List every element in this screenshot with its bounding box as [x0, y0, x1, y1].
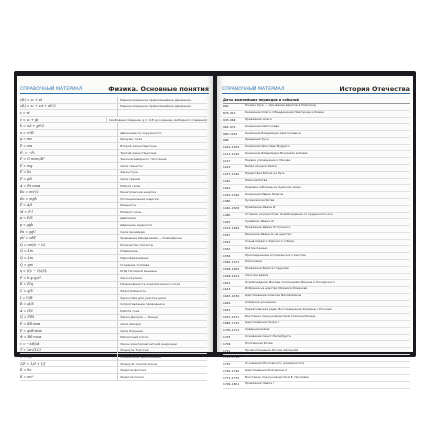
event-text: Нашествие Батыя на Русь [245, 171, 285, 176]
formula-row [20, 196, 207, 203]
formula-row [20, 130, 207, 137]
formula: ε = −ΔΦ/Δt [20, 341, 40, 346]
event-year: 1700–1721 [223, 328, 240, 333]
event-year: 1773–1775 [223, 375, 240, 380]
formula-row [20, 222, 207, 229]
event-year: 1721 [223, 348, 231, 353]
formula-row [20, 143, 207, 150]
formula-description [117, 110, 207, 116]
formula: p = F/S [20, 216, 33, 221]
event-year: 1762–1796 [223, 368, 240, 373]
formula-description: Формула Томсона [117, 348, 207, 354]
formula: Q = Lm [20, 256, 33, 261]
left-header-tag: СПРАВОЧНЫЙ МАТЕРИАЛ [20, 87, 83, 92]
formula-row [20, 308, 207, 315]
formula-description: Энергия фотона [117, 367, 207, 373]
event-text: Избрание на царство Михаила Романова [245, 286, 308, 291]
event-year: 879–912 [223, 111, 236, 116]
formula-description: Парообразование [117, 255, 207, 261]
event-text: Взятие Казани [245, 245, 268, 250]
right-page [217, 76, 413, 387]
formula: F = mg [20, 163, 33, 168]
formula-description: Равноускоренное прямолинейное движение [117, 97, 207, 103]
formula: Q = qm [20, 262, 33, 267]
event-text: Венчание Ивана IV на царство [245, 232, 292, 237]
event-year: 1670–1671 [223, 314, 240, 319]
event-year: 1240 [223, 178, 231, 183]
event-text: Первое упоминание о Москве [245, 157, 291, 162]
event-text: Присоединение Астраханского ханства [245, 252, 306, 257]
formula-description: Сила Ампера [117, 321, 207, 327]
formula-row [20, 156, 207, 163]
event-text: Правление Бориса Годунова [245, 266, 289, 271]
formula-row [20, 334, 207, 341]
event-text: Восстание под руководством Е. Пугачёва [245, 374, 309, 379]
formula: η = (Q₁ − Q₂)/Q₁ [20, 269, 48, 274]
formula-row [20, 295, 207, 302]
event-year: 945–964 [223, 117, 236, 122]
formula-row [20, 255, 207, 262]
formula: Φ = BS·cosα [20, 335, 42, 340]
formula: F = k·q₁q₂/r² [20, 275, 42, 280]
event-text: Куликовская битва [245, 198, 275, 203]
event-year: 862 [223, 104, 229, 109]
formula-description: Третий закон Ньютона [117, 150, 207, 156]
formula-row [20, 242, 207, 249]
event-text: Царствование Алексея Михайловича [245, 293, 302, 298]
formula-row [20, 229, 207, 236]
formula: h = v₀t + gt²/2 [20, 124, 45, 129]
event-text: Княжение Святослава [245, 123, 280, 128]
history-event-list [223, 104, 410, 389]
event-year: 1703 [223, 334, 231, 339]
history-event-row [223, 382, 410, 389]
left-page-title: Физика. Основные понятия [108, 84, 209, 93]
formula-description: Работа силы [117, 183, 207, 189]
formula-row [20, 282, 207, 289]
event-year: 1598–1613 [223, 273, 240, 278]
event-year: 1019–1054 [223, 145, 240, 150]
formula: R = ρl/S [20, 302, 34, 307]
formula-row [20, 189, 207, 196]
formula-description: Момент силы [117, 209, 207, 215]
formula: F = BIl·sinα [20, 321, 41, 326]
right-page-title: История Отечества [339, 84, 410, 93]
formula-description: Закон Джоуля — Ленца [117, 315, 207, 321]
event-year: 1796–1801 [223, 382, 240, 387]
formula-row [20, 348, 207, 355]
event-year: 1755 [223, 362, 231, 367]
event-year: 1682–1725 [223, 321, 240, 326]
formula-row [20, 209, 207, 216]
formula-row [20, 150, 207, 157]
formula-row [20, 301, 207, 308]
event-text: Созыв первого Земского собора [245, 239, 295, 244]
formula-description: Сгорание топлива [117, 262, 207, 268]
event-year: 1725–1762 [223, 355, 240, 360]
formula: E = mc² [20, 374, 34, 379]
formula-description: Закон Гука [117, 170, 207, 176]
event-text: Провозглашение России империей [245, 347, 299, 352]
formula-description: Закон Кулона [117, 275, 207, 281]
formula: C = q/U [20, 289, 34, 294]
event-year: 1565–1572 [223, 260, 240, 265]
formula-row [20, 328, 207, 335]
formula-description: Второй закон Ньютона [117, 143, 207, 149]
event-text: Полтавская битва [245, 340, 273, 345]
event-text: Северная война [245, 327, 270, 332]
formula: T = 2π√(LC) [20, 348, 41, 353]
formula-row [20, 97, 207, 104]
formula-description [117, 123, 207, 129]
formula: pV = νRT [20, 236, 36, 241]
formula-description: Показатель преломления [117, 354, 207, 360]
formula-row [20, 104, 207, 111]
event-year: 1325–1340 [223, 192, 240, 197]
event-text: Эпоха дворцовых переворотов [245, 354, 293, 359]
event-year: 1709 [223, 341, 231, 346]
formula-row [20, 354, 207, 361]
formula-description: Плавление [117, 249, 207, 255]
formula-description: Кинетическая энергия [117, 189, 207, 195]
event-text: Правление Ивана IV Грозного [245, 225, 291, 230]
formula-row [20, 268, 207, 275]
formula: x(t) = x₀ + v₀t + at²/2 [20, 104, 56, 109]
event-text: Княжение Ярослава Мудрого [245, 144, 290, 149]
event-year: 1598–1605 [223, 267, 240, 272]
formula-description: Сила тяжести [117, 163, 207, 169]
formula-description: Закон всемирного тяготения [117, 156, 207, 162]
formula: E = hν [20, 368, 32, 373]
formula-row [20, 163, 207, 170]
formula-description: Уравнение Менделеева — Клапейрона [117, 235, 207, 241]
event-year: 1549 [223, 240, 231, 245]
event-text: Ледовое побоище на Чудском озере [245, 184, 301, 189]
event-text: Княжение Олега. Объединение Новгорода и Киева [245, 110, 324, 115]
formula: F = ma [20, 143, 33, 148]
formula: I = U/R [20, 295, 33, 300]
formula-description: Давление [117, 216, 207, 222]
event-text: Княжение Владимира Мономаха в Киеве [245, 150, 308, 155]
formula-description: Формула тонкой линзы [117, 361, 207, 367]
formula: A = Fs·cosα [20, 183, 41, 188]
formula-description: Мощность [117, 203, 207, 209]
left-page [17, 76, 213, 379]
event-year: 1113–1125 [223, 151, 240, 156]
formula-description: Свободное падение, g = 9,8 (ускорение свободного падения) [106, 117, 207, 123]
event-year: 1223 [223, 165, 231, 170]
formula-row [20, 203, 207, 210]
event-text: Битва на реке Калке [245, 164, 277, 169]
formula: p = mv [20, 137, 32, 142]
event-year: 988 [223, 138, 229, 143]
event-year: 1533–1584 [223, 226, 240, 231]
formula: v(t) = v₀ + at [20, 97, 42, 102]
physics-formula-table [20, 97, 207, 379]
event-year: 1462–1505 [223, 206, 240, 211]
formula: n = c/v [20, 354, 32, 359]
left-header-rule [20, 93, 209, 94]
formula-description: Электроёмкость [117, 288, 207, 294]
formula-description: Сила трения [117, 176, 207, 182]
left-page-header [20, 81, 209, 93]
event-year: 964–972 [223, 124, 236, 129]
formula-row [20, 288, 207, 295]
event-text: Правление Ольги [245, 116, 272, 121]
formula: P = A/t [20, 203, 32, 208]
right-page-header [222, 81, 410, 93]
formula: Fа = ρgV [20, 229, 36, 234]
history-subheading: Даты важнейших периодов и событий [223, 97, 410, 104]
event-text: Судебник Ивана III [245, 218, 274, 223]
formula-row [20, 361, 207, 368]
formula: F = kx [20, 170, 32, 175]
event-year: 1480 [223, 212, 231, 217]
event-year: 1237–1240 [223, 172, 240, 177]
formula: F = qvB·sinα [20, 328, 42, 333]
formula-row [20, 123, 207, 130]
formula-description: Сопротивление проводника [117, 301, 207, 307]
event-text: Опричнина [245, 259, 263, 264]
event-text: Смутное время [245, 272, 269, 277]
event-text: Царствование Екатерины II [245, 367, 287, 372]
event-text: Правление Ивана III [245, 205, 276, 210]
event-year: 1654 [223, 307, 231, 312]
formula-row [20, 176, 207, 183]
right-header-rule [222, 93, 410, 94]
formula: s = vt [20, 110, 30, 115]
formula-row [20, 367, 207, 374]
event-text: Основание Московского университета [245, 361, 305, 366]
event-year: 1612 [223, 280, 231, 285]
formula-description: Магнитный поток [117, 334, 207, 340]
formula-description: Закон Ома для участка цепи [117, 295, 207, 301]
formula: Eк = mv²/2 [20, 190, 39, 195]
formula: Eп = mgh [20, 196, 37, 201]
event-text: Восстание под руководством Степана Разина [245, 313, 316, 318]
formula-description: Потенциальная энергия [117, 196, 207, 202]
formula-row [20, 235, 207, 242]
formula-row [20, 137, 207, 144]
event-text: Стояние на реке Угре. Освобождение от ордынского ига [245, 211, 333, 216]
formula: 1/F = 1/d + 1/f [20, 361, 45, 366]
history-dates-table [223, 97, 410, 387]
event-text: Невская битва [245, 177, 268, 182]
event-text: Начало Руси — призвание варягов в Новгород [245, 103, 316, 108]
formula-description: Равноускоренное прямолинейное движение [117, 104, 207, 110]
formula: v = v₀ + gt [20, 117, 39, 122]
formula-row [20, 183, 207, 190]
formula: a = v²/R [20, 130, 34, 135]
formula-description: Сила Лоренца [117, 328, 207, 334]
formula-row [20, 216, 207, 223]
event-text: Княжение Ивана Калиты [245, 191, 284, 196]
formula-row [20, 170, 207, 177]
event-year: 1645–1676 [223, 294, 240, 299]
formula-row [20, 321, 207, 328]
formula: Q = λm [20, 249, 33, 254]
formula-description: Давление жидкости [117, 222, 207, 228]
right-header-tag: СПРАВОЧНЫЙ МАТЕРИАЛ [222, 87, 285, 92]
formula: p = ρgh [20, 223, 34, 228]
formula-description: Сила Архимеда [117, 229, 207, 235]
formula-row [20, 249, 207, 256]
event-year: 1552 [223, 246, 231, 251]
event-year: 1497 [223, 219, 231, 224]
formula-row [20, 374, 207, 381]
formula-description: Импульс тела [117, 137, 207, 143]
event-text: Переяславская рада. Воссоединение Украины с Россией [245, 306, 332, 311]
formula-description: Работа тока [117, 308, 207, 314]
event-year: 1147 [223, 158, 231, 163]
event-text: Правление Павла I [245, 381, 274, 386]
formula-description: Напряжённость электрического поля [117, 282, 207, 288]
event-year: 1556 [223, 253, 231, 258]
event-year: 1380 [223, 199, 231, 204]
formula-row [20, 117, 207, 124]
formula: M = F·l [20, 209, 33, 214]
formula: A = IUt [20, 308, 33, 313]
event-text: Крещение Руси [245, 137, 269, 142]
formula-description: КПД тепловой машины [117, 268, 207, 274]
event-year: 1242 [223, 185, 231, 190]
formula-row [20, 262, 207, 269]
formula: F₁ = −F₂ [20, 150, 35, 155]
formula-description: Движение по окружности [117, 130, 207, 136]
formula-row [20, 110, 207, 117]
event-text: Освобождение Москвы ополчением Минина и Пожарского [245, 279, 335, 284]
event-text: Соборное уложение [245, 300, 276, 305]
event-year: 980–1015 [223, 131, 238, 136]
formula: E = F/q [20, 282, 33, 287]
event-text: Основание Санкт-Петербурга [245, 333, 291, 338]
event-year: 1649 [223, 301, 231, 306]
formula: Q = cm(t₂ − t₁) [20, 242, 46, 247]
formula-description: Энергия покоя [117, 374, 207, 380]
formula-row [20, 315, 207, 322]
event-year: 1547 [223, 233, 231, 238]
formula: F = G·m₁m₂/R² [20, 157, 45, 162]
event-text: Княжение Владимира Святославича [245, 130, 301, 135]
formula-description: Количество теплоты [117, 242, 207, 248]
formula: F = μN [20, 176, 33, 181]
event-year: 1613 [223, 287, 231, 292]
formula-description: Закон электромагнитной индукции [117, 341, 207, 347]
event-text: Царствование Петра I [245, 320, 279, 325]
formula-row [20, 275, 207, 282]
formula-row [20, 341, 207, 348]
formula: Q = I²Rt [20, 315, 34, 320]
